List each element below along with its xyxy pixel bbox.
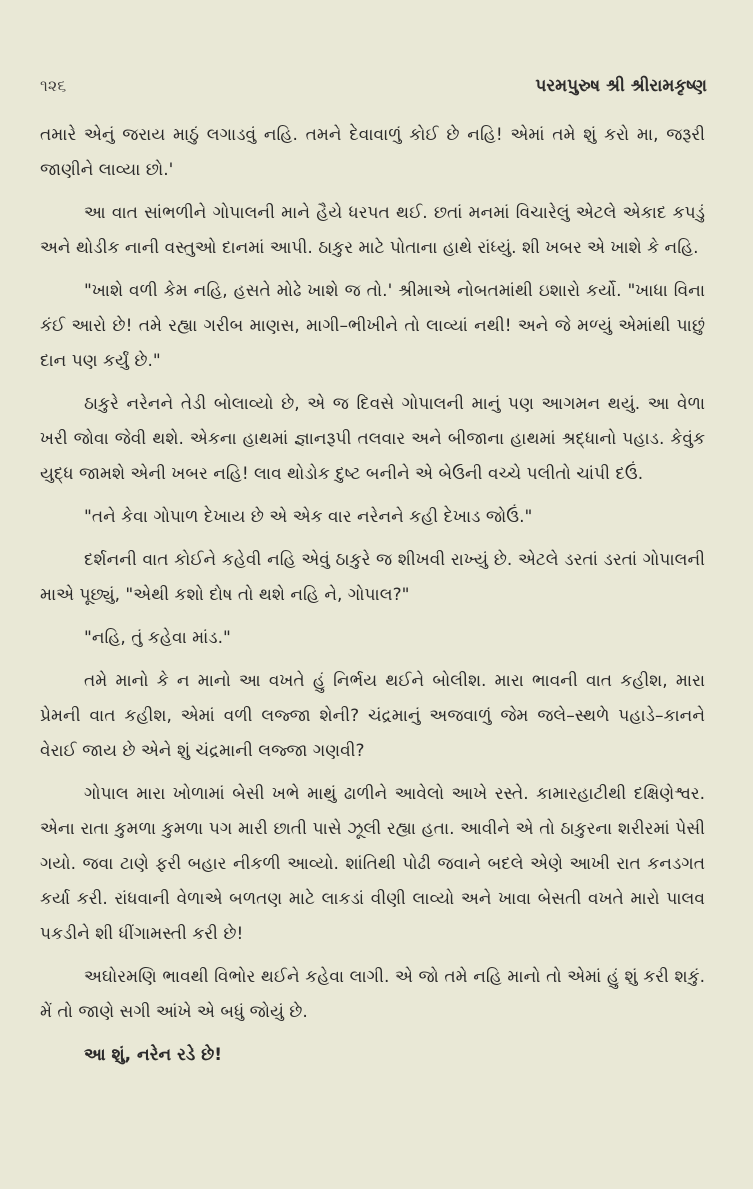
paragraph-7: "નહિ, તું કહેવા માંડ." <box>84 628 231 648</box>
paragraph-3: "ખાશે વળી કેમ નહિ, હસતે મોઢે ખાશે જ તો.' શ્રીમાએ નોબતમાંથી ઇશારો કર્યો. "ખાધા વિના કંઈ આરો છે! તમે રહ્યા ગરીબ માણસ, માગી–ભીખીને તો લાવ્યાં નથી! અને જે મળ્યું એમાંથી પાછું દાન પણ કર્યું છે." <box>40 281 705 371</box>
body-text <box>40 118 705 1081</box>
paragraph-6: દર્શનની વાત કોઈને કહેવી નહિ એવું ઠાકુરે જ શીખવી રાખ્યું છે. એટલે ડરતાં ડરતાં ગોપાલની માએ પૂછ્યું, "એથી કશો દોષ તો થશે નહિ ને, ગોપાલ?" <box>40 550 705 605</box>
paragraph-10: અઘોરમણિ ભાવથી વિભોર થઈને કહેવા લાગી. એ જો તમે નહિ માનો તો એમાં હું શું કરી શકું. મેં તો જાણે સગી આંખે એ બધું જોયું છે. <box>40 967 705 1022</box>
paragraph-11: આ શું, નરેન રડે છે! <box>84 1045 222 1065</box>
running-title: પરમપુરુષ શ્રી શ્રીરામકૃષ્ણ <box>535 76 707 96</box>
paragraph-5: "તને કેવા ગોપાળ દેખાય છે એ એક વાર નરેનને કહી દેખાડ જોઉં." <box>84 507 533 527</box>
paragraph-8: તમે માનો કે ન માનો આ વખતે હું નિર્ભય થઈને બોલીશ. મારા ભાવની વાત કહીશ, મારા પ્રેમની વાત કહીશ, એમાં વળી લજ્જા શેની? ચંદ્રમાનું અજવાળું જેમ જલે–સ્થળે પહાડે–કાનને વેરાઈ જાય છે એને શું ચંદ્રમાની લજ્જા ગણવી? <box>40 671 705 761</box>
paragraph-9: ગોપાલ મારા ખોળામાં બેસી ખભે માથું ઢાળીને આવેલો આખે રસ્તે. કામારહાટીથી દક્ષિણેશ્વર. એના રાતા કુમળા કુમળા પગ મારી છાતી પાસે ઝૂલી રહ્યા હતા. આવીને એ તો ઠાકુરના શરીરમાં પેસી ગયો. જવા ટાણે ફરી બહાર નીકળી આવ્યો. શાંતિથી પોઢી જવાને બદલે એણે આખી રાત કનડગત કર્યા કરી. રાંધવાની વેળાએ બળતણ માટે લાકડાં વીણી લાવ્યો અને ખાવા બેસતી વખતે મારો પાલવ પકડીને શી ધીંગામસ્તી કરી છે! <box>40 784 705 944</box>
paragraph-4: ઠાકુરે નરેનને તેડી બોલાવ્યો છે, એ જ દિવસે ગોપાલની માનું પણ આગમન થયું. આ વેળા ખરી જોવા જેવી થશે. એકના હાથમાં જ્ઞાનરૂપી તલવાર અને બીજાના હાથમાં શ્રદ્ધાનો પહાડ. કેવુંક યુદ્ધ જામશે એની ખબર નહિ! લાવ થોડોક દુષ્ટ બનીને એ બેઉની વચ્ચે પલીતો ચાંપી દઉં. <box>40 394 705 484</box>
page-header <box>0 74 753 104</box>
page-number: ૧૨૬ <box>40 76 67 95</box>
paragraph-1: તમારે એનું જરાય માઠું લગાડવું નહિ. તમને દેવાવાળું કોઈ છે નહિ! એમાં તમે શું કરો મા, જરૂરી જાણીને લાવ્યા છો.' <box>40 125 705 180</box>
paragraph-2: આ વાત સાંભળીને ગોપાલની માને હૈયે ધરપત થઈ. છતાં મનમાં વિચારેલું એટલે એકાદ કપડું અને થોડીક નાની વસ્તુઓ દાનમાં આપી. ઠાકુર માટે પોતાના હાથે રાંધ્યું. શી ખબર એ ખાશે કે નહિ. <box>40 203 705 258</box>
